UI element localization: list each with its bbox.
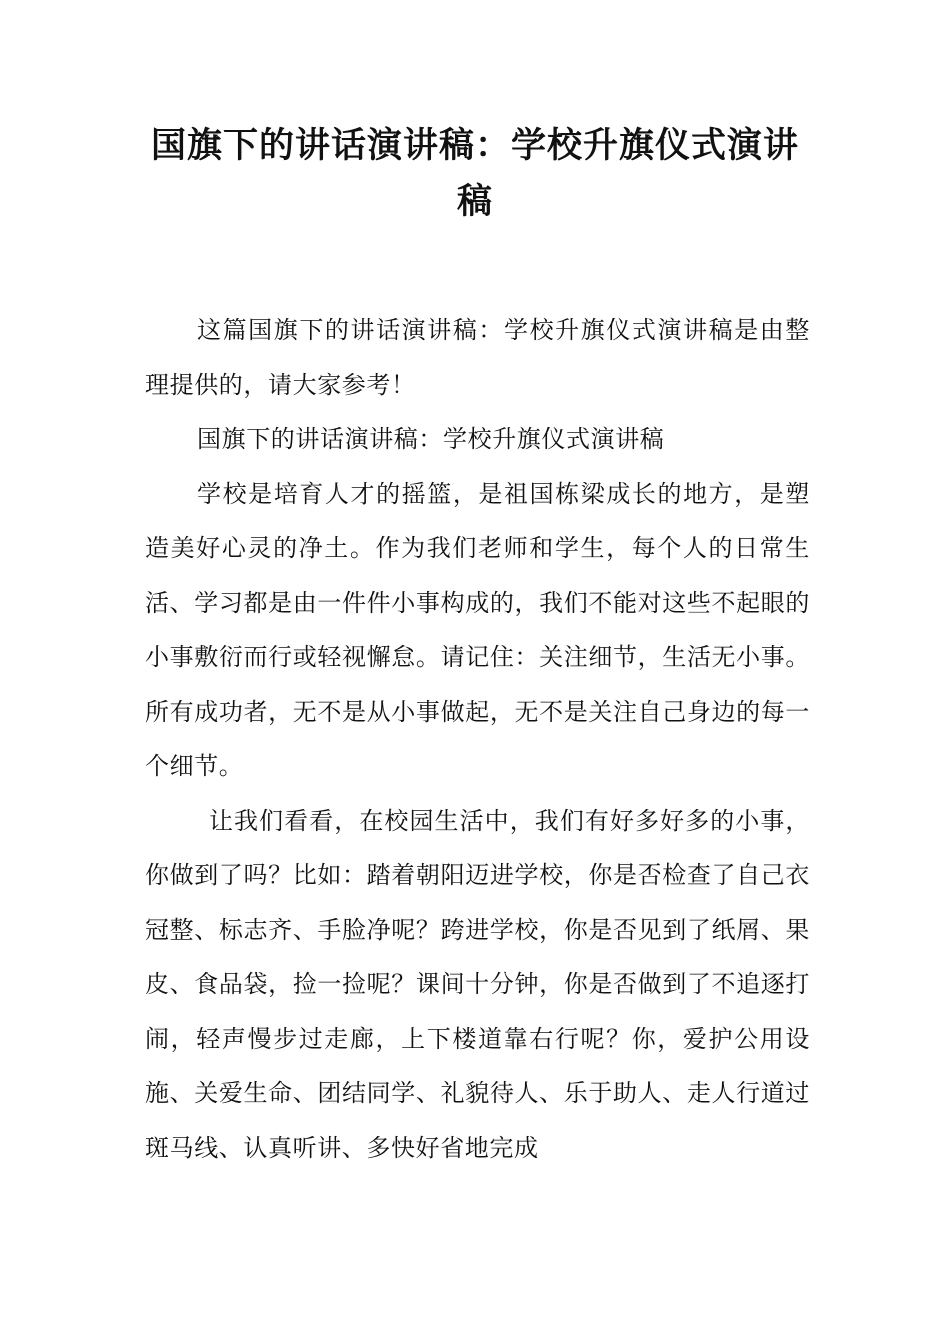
paragraph-intro: 这篇国旗下的讲话演讲稿：学校升旗仪式演讲稿是由整理提供的，请大家参考！ — [145, 316, 810, 399]
document-body — [145, 303, 810, 1175]
document-title: 国旗下的讲话演讲稿：学校升旗仪式演讲稿 — [150, 126, 799, 222]
paragraph-campus-life: 让我们看看，在校园生活中，我们有好多好多的小事，你做到了吗？比如：踏着朝阳迈进学校，你是否检查了自己衣冠整、标志齐、手脸净呢？跨进学校，你是否见到了纸屑、果皮、食品袋，捡一捡呢？课间十分钟，你是否做到了不追逐打闹，轻声慢步过走廊，上下楼道靠右行呢？你，爱护公用设施、关爱生命、团结同学、礼貌待人、乐于助人、走人行道过斑马线、认真听讲、多快好省地完成 — [145, 806, 810, 1162]
paragraph-school: 学校是培育人才的摇篮，是祖国栋梁成长的地方，是塑造美好心灵的净土。作为我们老师和学生，每个人的日常生活、学习都是由一件件小事构成的，我们不能对这些不起眼的小事敷衍而行或轻视懈怠。请记住：关注细节，生活无小事。所有成功者，无不是从小事做起，无不是关注自己身边的每一个细节。 — [145, 479, 810, 780]
paragraph-subtitle: 国旗下的讲话演讲稿：学校升旗仪式演讲稿 — [197, 425, 665, 453]
